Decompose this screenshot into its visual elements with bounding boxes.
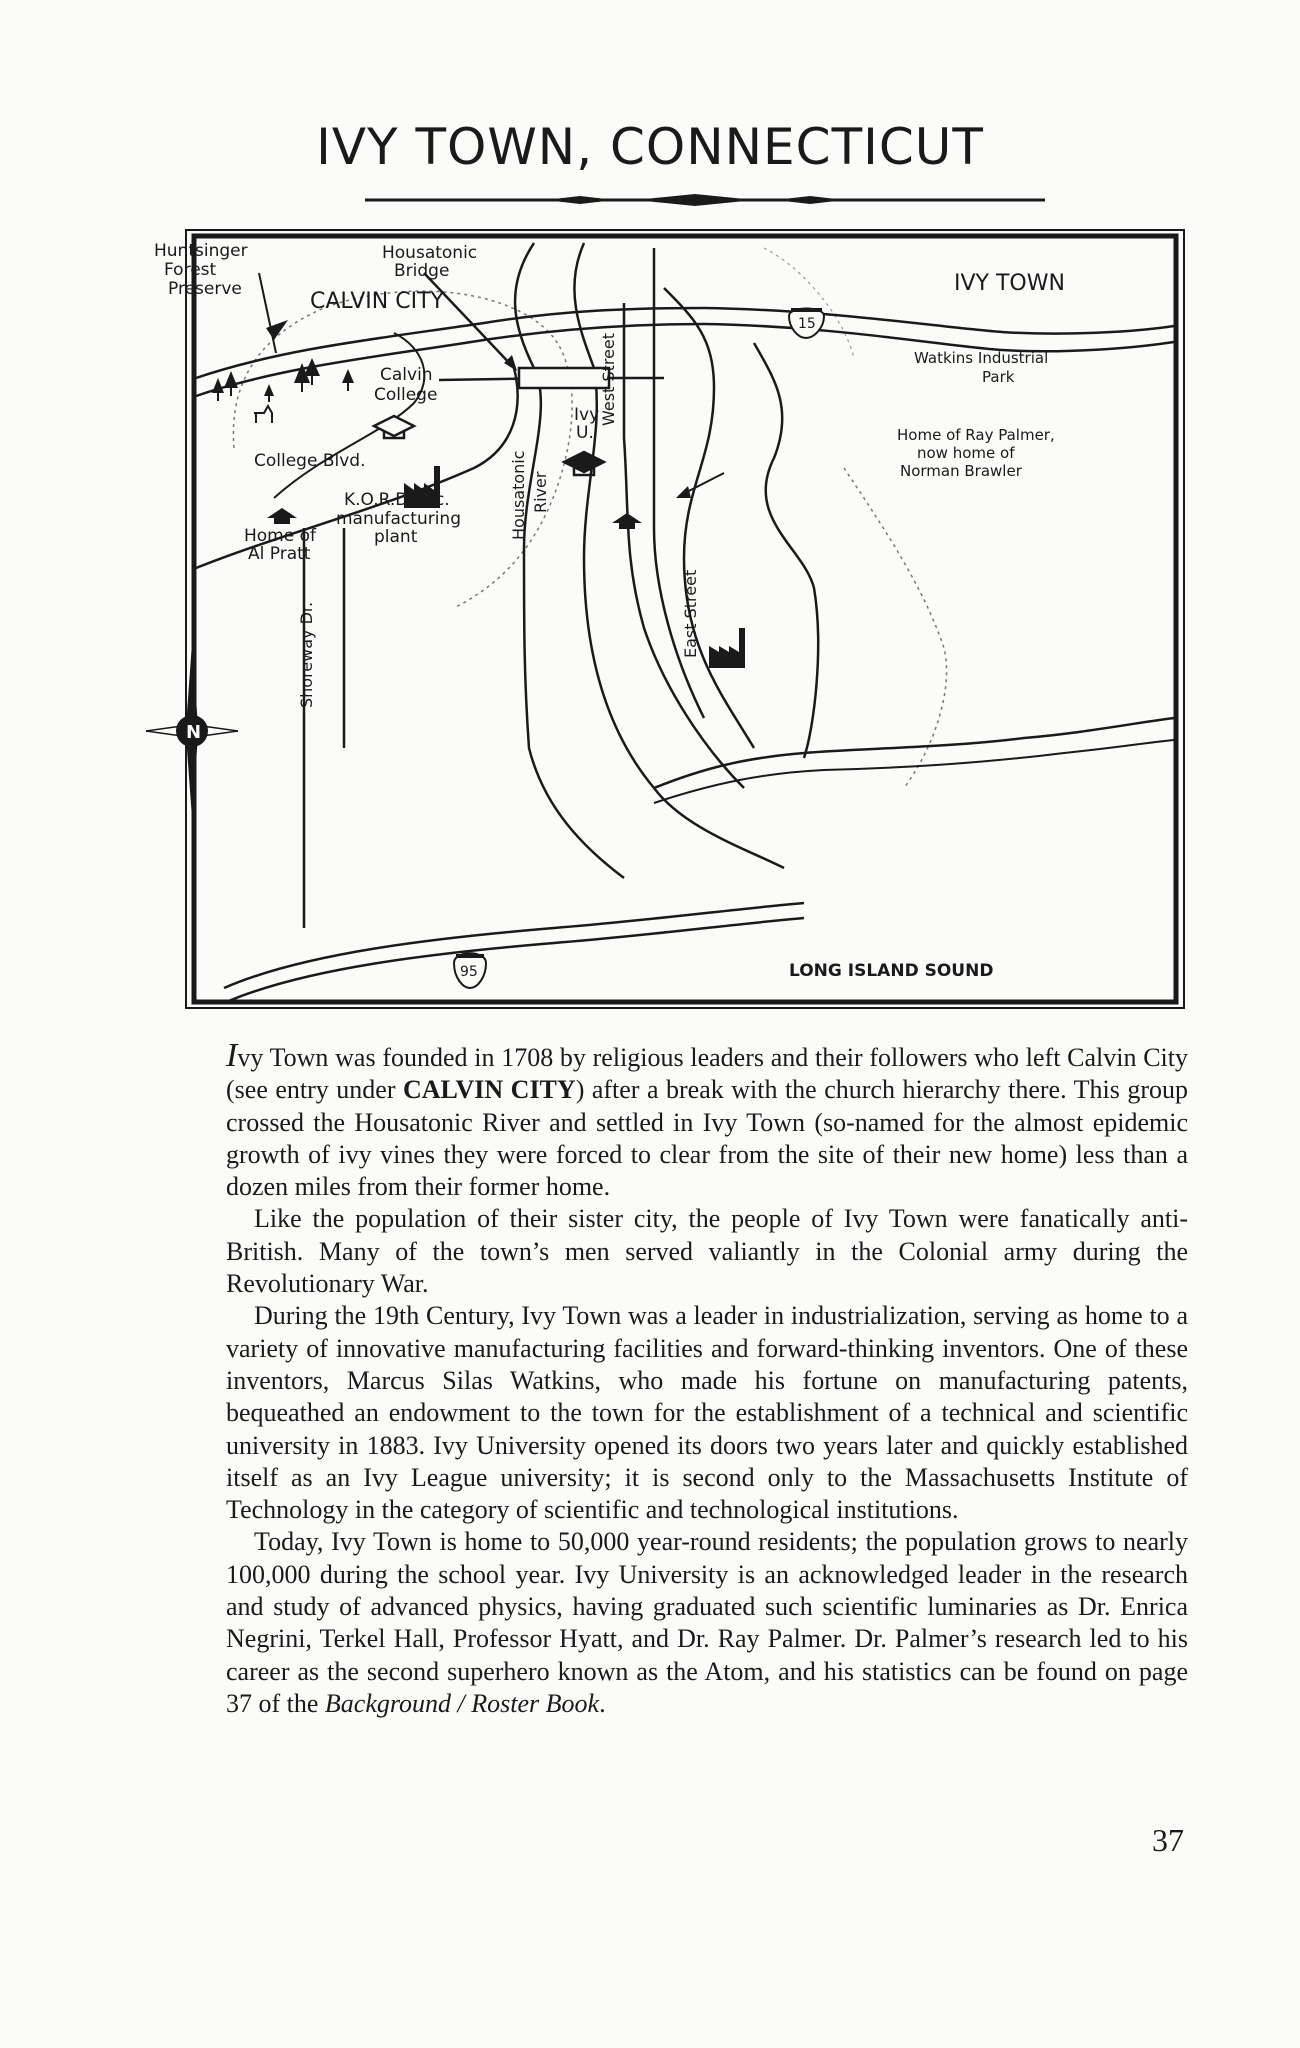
drop-cap: I [226, 1037, 238, 1074]
ivy-town-boundary [844, 468, 947, 788]
map-label-calvin-college-2: College [374, 385, 438, 405]
map-label-housatonic-bridge-1: Housatonic [382, 243, 478, 263]
map-label-housatonic-river-2: River [531, 471, 550, 513]
ivy-u-cap-icon [564, 452, 604, 475]
map-label-forest: Forest [164, 260, 217, 280]
map-label-kord-2: manufacturing [336, 509, 461, 529]
map-label-long-island-sound: LONG ISLAND SOUND [789, 961, 994, 981]
highway-95 [224, 903, 804, 1003]
map-label-watkins-1: Watkins Industrial [914, 349, 1049, 367]
map-label-palmer-1: Home of Ray Palmer, [897, 426, 1055, 444]
deer-icon [254, 406, 272, 423]
paragraph-1: Ivy Town was founded in 1708 by religious leaders and their followers who left Calvin City (see entry under CALVIN CITY) after a break with the church hierarchy there. This group crossed the Housatonic River and settled in Ivy Town (so-named for the almost epidemic growth of ivy vines they were forced to clear from the site of their new home) less than a dozen miles from their former home. [226, 1037, 1188, 1202]
map-label-shoreway-dr: Shoreway Dr. [297, 601, 316, 708]
map-label-palmer-2: now home of [917, 444, 1015, 462]
paragraph-2: Like the population of their sister city, the people of Ivy Town were fanatically anti-British. Many of the town’s men served valiantly in the Colonial army during the Revolutionary War. [226, 1204, 1188, 1299]
watkins-factory-icon [709, 628, 745, 668]
map-label-calvin-city: CALVIN CITY [310, 289, 444, 314]
map-label-ivy-u-2: U. [576, 423, 594, 443]
map-label-watkins-2: Park [982, 368, 1015, 386]
map-label-pratt-1: Home of [244, 526, 316, 546]
page-number: 37 [1152, 1822, 1184, 1858]
map-label-preserve: Preserve [168, 279, 242, 299]
pratt-house-icon [267, 508, 297, 524]
map-label-palmer-3: Norman Brawler [900, 462, 1022, 480]
map-label-calvin-college-1: Calvin [380, 365, 433, 385]
map-label-kord-3: plant [374, 527, 418, 547]
calvin-city-reference: CALVIN CITY [402, 1075, 576, 1105]
book-title-reference: Background / Roster Book [324, 1688, 600, 1718]
ivy-town-map [154, 228, 1186, 1010]
map-label-huntsinger: Huntsinger [154, 241, 248, 261]
map-label-west-street: West Street [599, 332, 618, 426]
map-label-kord-1: K.O.R.D. Inc. [344, 490, 450, 510]
palmer-house-icon [612, 513, 642, 529]
long-island-sound-shore [654, 718, 1174, 788]
article-body [226, 1037, 1188, 1720]
forest-tree-icons [212, 320, 354, 402]
page-title: IVY TOWN, CONNECTICUT [316, 118, 984, 176]
map-label-housatonic-bridge-2: Bridge [394, 261, 450, 281]
paragraph-4: Today, Ivy Town is home to 50,000 year-round residents; the population grows to nearly 100,000 during the school year. Ivy University is an acknowledged leader in the research and study of advanced physics, having graduated such scientific luminaries as Dr. Enrica Negrini, Terkel Hall, Professor Hyatt, and Dr. Ray Palmer. Dr. Palmer’s research led to his career as the second superhero known as the Atom, and his statistics can be found on page 37 of the Background / Roster Book. [226, 1527, 1188, 1718]
map-label-ivy-u-1: Ivy [574, 405, 600, 425]
compass-n-label: N [186, 722, 202, 743]
calvin-college-cap-icon [374, 416, 414, 438]
map-label-route-95: 95 [460, 964, 478, 980]
housatonic-bridge [519, 368, 609, 388]
map-label-housatonic-river-1: Housatonic [509, 450, 528, 540]
map-label-east-street: East Street [681, 569, 700, 658]
paragraph-3: During the 19th Century, Ivy Town was a leader in industrialization, serving as home to a variety of innovative manufacturing facilities and forward-thinking inventors. One of these inventors, Marcus Silas Watkins, who made his fortune on manufacturing patents, bequeathed an endowment to the town for the establishment of a technical and scientific university in 1883. Ivy University opened its doors two years later and quickly established itself as an Ivy League university; it is second only to the Massachusetts Institute of Technology in the category of scientific and technological institutions. [226, 1301, 1188, 1525]
map-label-route-15: 15 [798, 316, 816, 332]
map-label-pratt-2: Al Pratt [248, 544, 311, 564]
map-label-ivy-town: IVY TOWN [954, 271, 1065, 296]
east-street-road [664, 288, 754, 748]
housatonic-river [515, 243, 784, 878]
title-rule-divider [365, 193, 1045, 207]
map-label-college-blvd: College Blvd. [254, 451, 366, 471]
